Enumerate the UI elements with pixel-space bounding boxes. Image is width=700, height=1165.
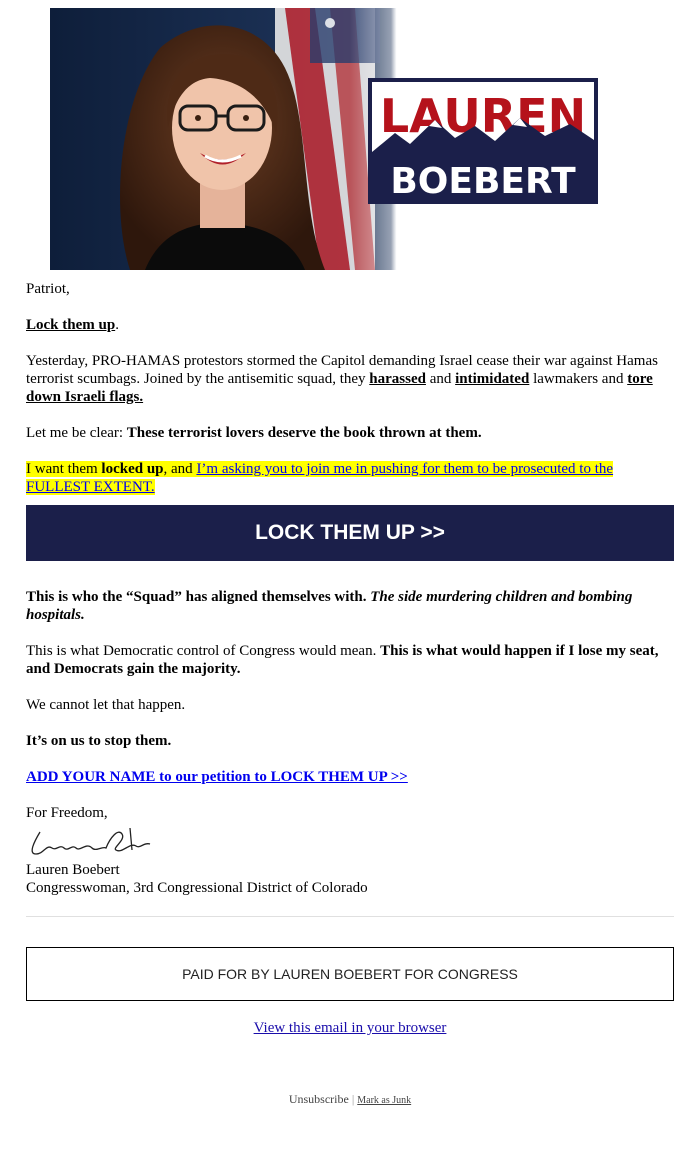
campaign-logo	[368, 78, 598, 204]
headline-text: Lock them up	[26, 317, 116, 333]
para1-text-b: lawmakers and	[529, 371, 628, 387]
signature-title: Congresswoman, 3rd Congressional District of Colorado	[26, 880, 368, 896]
paragraph-6: We cannot let that happen.	[26, 697, 186, 713]
paragraph-1	[26, 352, 674, 406]
petition-link[interactable]: ADD YOUR NAME to our petition to LOCK THEM UP >>	[26, 769, 408, 785]
logo-line1: LAUREN	[379, 89, 587, 143]
signoff: For Freedom,	[26, 805, 108, 821]
headline	[26, 316, 674, 334]
signature-image	[26, 824, 156, 862]
paid-for-disclaimer: PAID FOR BY LAUREN BOEBERT FOR CONGRESS	[26, 947, 674, 1001]
paragraph-5	[26, 642, 674, 678]
para2-bold: These terrorist lovers deserve the book thrown at them.	[126, 425, 482, 441]
prosecute-link[interactable]: I’m asking you to join me in pushing for them to be prosecuted to the FULLEST EXTENT.	[26, 461, 614, 495]
footer-links	[26, 1090, 674, 1110]
petition-paragraph	[26, 768, 674, 786]
para3-locked: locked up	[101, 461, 164, 477]
signature-name: Lauren Boebert	[26, 862, 120, 878]
para5-bold: This is what would happen if I lose my seat, and Democrats gain the majority.	[26, 643, 659, 677]
paragraph-2	[26, 424, 674, 442]
para3-text: I want them	[26, 461, 102, 477]
mark-as-junk-link[interactable]: Mark as Junk	[357, 1095, 412, 1106]
headline-period: .	[115, 317, 119, 333]
para1-intimidated: intimidated	[455, 371, 530, 387]
logo-line2: BOEBERT	[390, 161, 576, 202]
para3-text-b: , and	[163, 461, 197, 477]
hero-banner	[50, 8, 600, 270]
lock-them-up-button[interactable]: LOCK THEM UP >>	[26, 505, 674, 561]
hero-photo	[50, 8, 600, 270]
para4-bold: This is who the “Squad” has aligned themselves with.	[26, 589, 371, 605]
para1-flags: tore down Israeli flags.	[26, 371, 653, 405]
paragraph-3	[26, 460, 674, 496]
paragraph-4	[26, 588, 674, 624]
para1-harassed: harassed	[369, 371, 426, 387]
para1-and: and	[425, 371, 456, 387]
greeting: Patriot,	[26, 281, 70, 297]
para4-italic: The side murdering children and bombing hospitals.	[26, 589, 633, 623]
para7-bold: It’s on us to stop them.	[26, 733, 172, 749]
view-in-browser-link[interactable]: View this email in your browser	[253, 1020, 447, 1036]
paragraph-7	[26, 732, 674, 750]
unsubscribe-link[interactable]: Unsubscribe	[288, 1092, 349, 1106]
para1-text: Yesterday, PRO-HAMAS protestors stormed the Capitol demanding Israel cease their war against Hamas terrorist scumbags. Joined by the antisemitic squad, they	[26, 353, 658, 387]
para5-text: This is what Democratic control of Congress would mean.	[26, 643, 381, 659]
para2-text: Let me be clear:	[26, 425, 127, 441]
footer-separator: |	[351, 1092, 355, 1106]
footer-divider	[26, 916, 674, 917]
